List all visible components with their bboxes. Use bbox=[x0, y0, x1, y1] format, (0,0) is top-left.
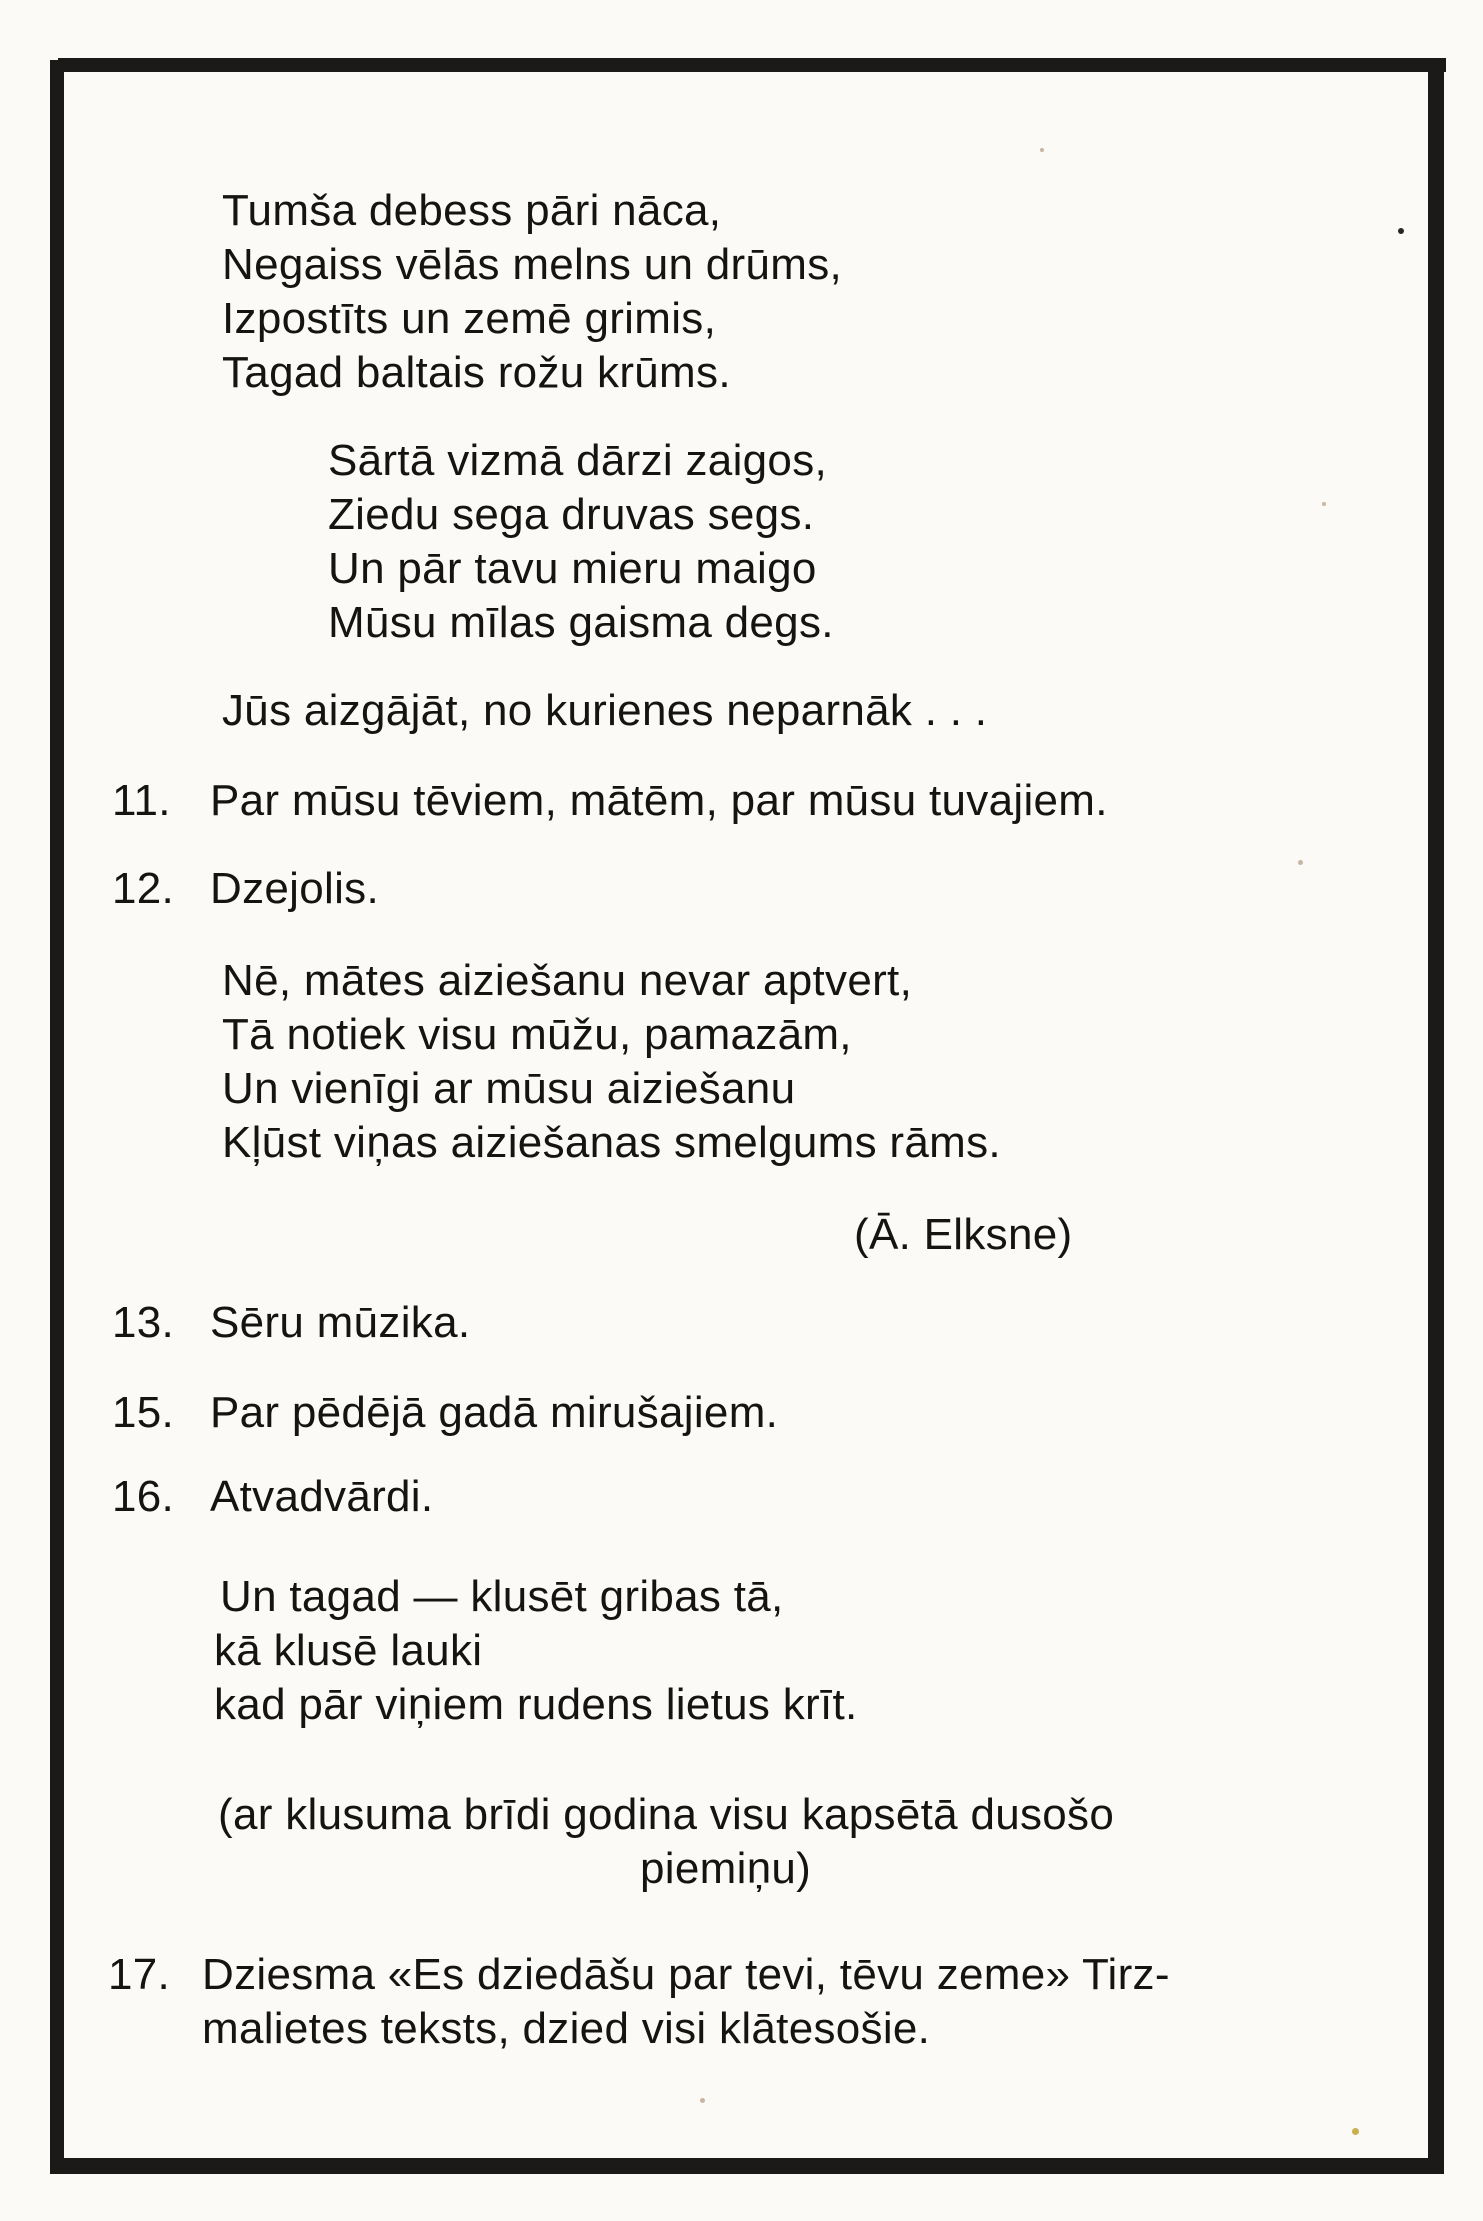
item-text: Dziesma «Es dziedāšu par tevi, tēvu zeme» Tirz- bbox=[202, 1950, 1170, 1999]
item-number: 12. bbox=[112, 864, 175, 913]
poem-line: Tumša debess pāri nāca, bbox=[222, 186, 722, 235]
paper-speck bbox=[1040, 148, 1044, 152]
item-number: 11. bbox=[112, 776, 171, 825]
poem-line: Izpostīts un zemē grimis, bbox=[222, 294, 717, 343]
item-number: 16. bbox=[112, 1472, 175, 1521]
note-line: piemiņu) bbox=[640, 1844, 812, 1893]
poem-line: kad pār viņiem rudens lietus krīt. bbox=[214, 1680, 858, 1729]
note-line: (ar klusuma brīdi godina visu kapsētā dusošo bbox=[218, 1790, 1115, 1839]
item-text: Par pēdējā gadā mirušajiem. bbox=[210, 1388, 779, 1437]
border-left bbox=[50, 60, 64, 2172]
paper-speck bbox=[1322, 502, 1326, 506]
poem-line: Tā notiek visu mūžu, pamazām, bbox=[222, 1010, 852, 1059]
paper-speck bbox=[1398, 228, 1404, 234]
border-top bbox=[58, 58, 1446, 72]
poem-line: Sārtā vizmā dārzi zaigos, bbox=[328, 436, 828, 485]
item-text-continued: malietes teksts, dzied visi klātesošie. bbox=[202, 2004, 931, 2053]
poem-line: Mūsu mīlas gaisma degs. bbox=[328, 598, 834, 647]
item-number: 17. bbox=[108, 1950, 171, 1999]
paper-speck bbox=[700, 2098, 705, 2103]
item-text: Par mūsu tēviem, mātēm, par mūsu tuvajiem. bbox=[210, 776, 1108, 825]
paper-speck bbox=[1298, 860, 1303, 865]
item-text: Dzejolis. bbox=[210, 864, 379, 913]
item-text: Atvadvārdi. bbox=[210, 1472, 434, 1521]
border-bottom bbox=[50, 2158, 1444, 2174]
item-number: 13. bbox=[112, 1298, 175, 1347]
poem-line: Ziedu sega druvas segs. bbox=[328, 490, 815, 539]
poem-line: Un pār tavu mieru maigo bbox=[328, 544, 817, 593]
poem-line: Un vienīgi ar mūsu aiziešanu bbox=[222, 1064, 796, 1113]
poem-line: Negaiss vēlās melns un drūms, bbox=[222, 240, 843, 289]
attribution: (Ā. Elksne) bbox=[854, 1210, 1073, 1259]
paper-speck bbox=[1352, 2128, 1359, 2135]
poem-line: kā klusē lauki bbox=[214, 1626, 483, 1675]
item-number: 15. bbox=[112, 1388, 175, 1437]
poem-line: Kļūst viņas aiziešanas smelgums rāms. bbox=[222, 1118, 1001, 1167]
border-right bbox=[1428, 60, 1444, 2172]
item-text: Sēru mūzika. bbox=[210, 1298, 471, 1347]
poem-line: Un tagad — klusēt gribas tā, bbox=[220, 1572, 784, 1621]
poem-line: Nē, mātes aiziešanu nevar aptvert, bbox=[222, 956, 913, 1005]
closing-line: Jūs aizgājāt, no kurienes neparnāk . . . bbox=[222, 686, 988, 735]
poem-line: Tagad baltais rožu krūms. bbox=[222, 348, 731, 397]
